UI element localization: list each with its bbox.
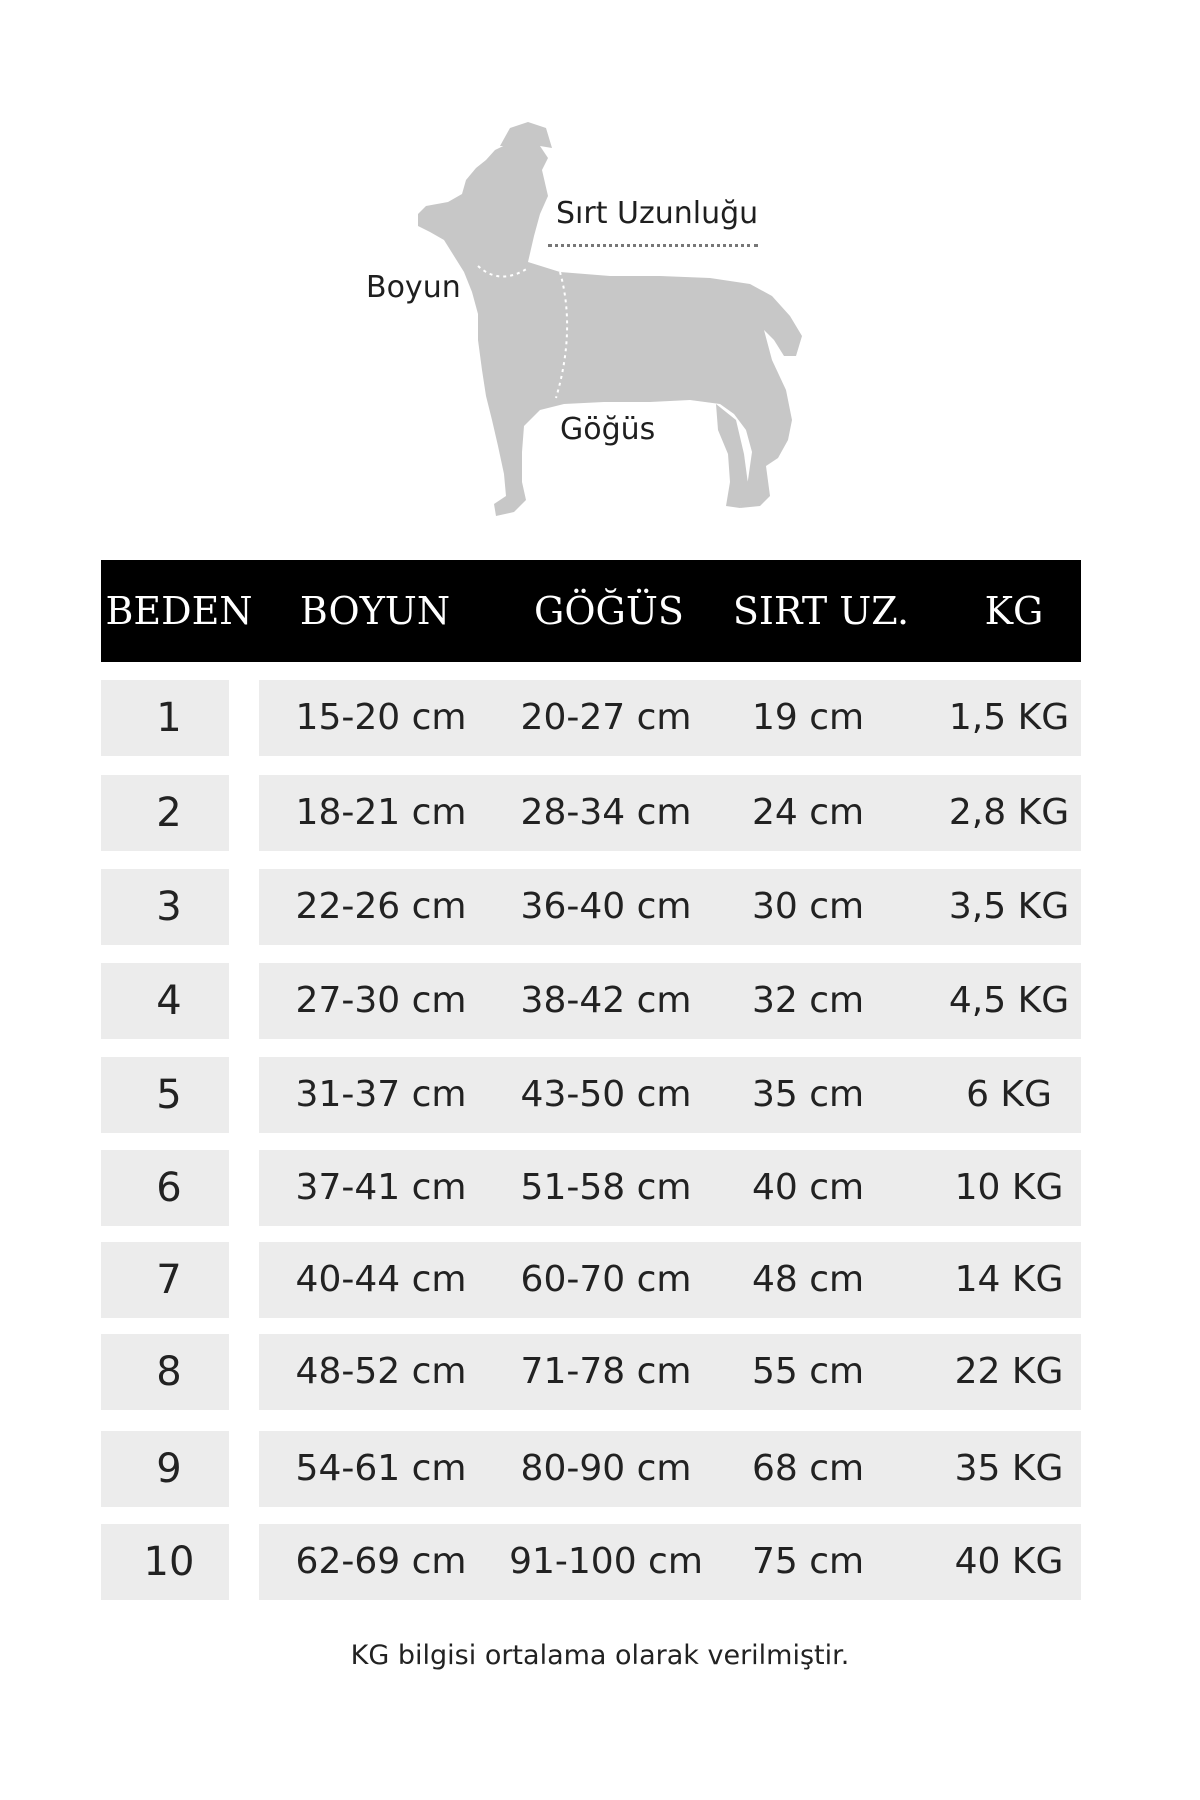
- table-row: [101, 1524, 1081, 1600]
- size-value: 1: [156, 695, 182, 741]
- table-row: [101, 775, 1081, 851]
- header-back-length: SIRT UZ.: [732, 589, 910, 633]
- header-neck: BOYUN: [299, 589, 451, 633]
- neck-value: 18-21 cm: [295, 792, 467, 833]
- back-value: 68 cm: [751, 1448, 865, 1489]
- dog-silhouette-icon: [0, 0, 1200, 560]
- chest-value: 91-100 cm: [509, 1541, 703, 1582]
- chest-value: 20-27 cm: [520, 697, 692, 738]
- neck-value: 22-26 cm: [295, 886, 467, 927]
- back-value: 40 cm: [751, 1167, 865, 1208]
- table-row: [101, 680, 1081, 756]
- weight-value: 10 KG: [954, 1167, 1064, 1208]
- weight-value: 3,5 KG: [948, 886, 1070, 927]
- back-value: 19 cm: [751, 697, 865, 738]
- neck-value: 27-30 cm: [295, 980, 467, 1021]
- neck-value: 40-44 cm: [295, 1259, 467, 1300]
- header-size: BEDEN: [105, 589, 253, 633]
- neck-value: 54-61 cm: [295, 1448, 467, 1489]
- weight-value: 35 KG: [954, 1448, 1064, 1489]
- back-value: 32 cm: [751, 980, 865, 1021]
- weight-value: 4,5 KG: [948, 980, 1070, 1021]
- weight-value: 22 KG: [954, 1351, 1064, 1392]
- size-value: 9: [156, 1446, 182, 1492]
- table-header: [101, 560, 1081, 662]
- back-length-label: Sırt Uzunluğu: [556, 196, 759, 231]
- back-value: 75 cm: [751, 1541, 865, 1582]
- size-value: 5: [156, 1072, 182, 1118]
- size-value: 4: [156, 978, 182, 1024]
- table-row: [101, 1334, 1081, 1410]
- weight-value: 14 KG: [954, 1259, 1064, 1300]
- chest-value: 51-58 cm: [520, 1167, 692, 1208]
- table-row: [101, 1431, 1081, 1507]
- table-row: [101, 869, 1081, 945]
- size-value: 2: [156, 790, 182, 836]
- table-row: [101, 1057, 1081, 1133]
- size-value: 10: [143, 1539, 195, 1585]
- size-guide-figure: [0, 0, 1200, 560]
- chest-value: 71-78 cm: [520, 1351, 692, 1392]
- header-chest: GÖĞÜS: [534, 589, 684, 633]
- table-row: [101, 963, 1081, 1039]
- back-value: 24 cm: [751, 792, 865, 833]
- back-value: 55 cm: [751, 1351, 865, 1392]
- table-row: [101, 1150, 1081, 1226]
- size-value: 3: [156, 884, 182, 930]
- header-weight: KG: [984, 589, 1044, 633]
- back-value: 30 cm: [751, 886, 865, 927]
- weight-value: 6 KG: [966, 1074, 1052, 1115]
- neck-value: 31-37 cm: [295, 1074, 467, 1115]
- neck-label: Boyun: [366, 270, 461, 305]
- chest-value: 43-50 cm: [520, 1074, 692, 1115]
- back-value: 35 cm: [751, 1074, 865, 1115]
- neck-value: 37-41 cm: [295, 1167, 467, 1208]
- back-value: 48 cm: [751, 1259, 865, 1300]
- chest-value: 80-90 cm: [520, 1448, 692, 1489]
- table-row: [101, 1242, 1081, 1318]
- chest-value: 38-42 cm: [520, 980, 692, 1021]
- size-value: 7: [156, 1257, 182, 1303]
- size-value: 8: [156, 1349, 182, 1395]
- neck-value: 62-69 cm: [295, 1541, 467, 1582]
- neck-value: 48-52 cm: [295, 1351, 467, 1392]
- weight-value: 1,5 KG: [948, 697, 1070, 738]
- footnote: KG bilgisi ortalama olarak verilmiştir.: [350, 1640, 850, 1671]
- weight-value: 40 KG: [954, 1541, 1064, 1582]
- weight-value: 2,8 KG: [948, 792, 1070, 833]
- chest-value: 36-40 cm: [520, 886, 692, 927]
- back-length-indicator: [548, 244, 758, 247]
- chest-label: Göğüs: [560, 412, 656, 447]
- chest-value: 28-34 cm: [520, 792, 692, 833]
- size-value: 6: [156, 1165, 182, 1211]
- neck-value: 15-20 cm: [295, 697, 467, 738]
- chest-value: 60-70 cm: [520, 1259, 692, 1300]
